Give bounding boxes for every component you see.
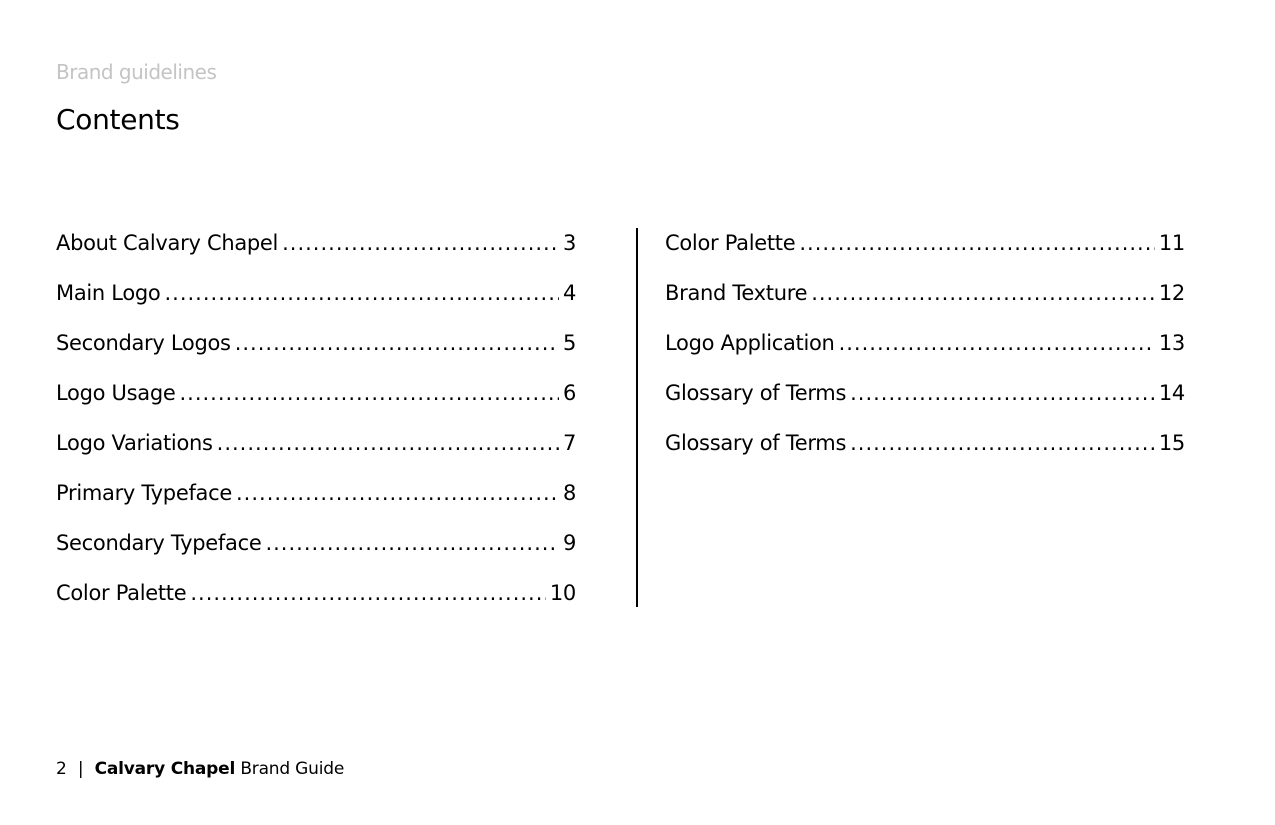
footer-page-number: 2 <box>56 759 67 779</box>
toc-entry-label: Brand Texture <box>665 281 808 305</box>
toc-entry[interactable] <box>56 278 576 328</box>
toc-entry-label: Main Logo <box>56 281 161 305</box>
toc-entry-page: 11 <box>1158 231 1185 255</box>
toc-entry-label: Primary Typeface <box>56 481 232 505</box>
toc-entry-label: Secondary Logos <box>56 331 231 355</box>
dot-leader <box>179 378 558 408</box>
footer-brand-name: Calvary Chapel <box>94 759 236 779</box>
toc-entry-page: 13 <box>1158 331 1185 355</box>
toc-entry[interactable] <box>56 428 576 478</box>
toc-entry[interactable] <box>56 378 576 428</box>
dot-leader <box>850 428 1155 458</box>
dot-leader <box>235 328 559 358</box>
toc-entry-label: Glossary of Terms <box>665 381 847 405</box>
toc-entry[interactable] <box>665 328 1185 378</box>
toc-entry-page: 8 <box>562 481 576 505</box>
dot-leader <box>282 228 559 258</box>
dot-leader <box>811 278 1155 308</box>
dot-leader <box>839 328 1155 358</box>
eyebrow-label: Brand guidelines <box>56 60 217 84</box>
dot-leader <box>799 228 1155 258</box>
toc-entry-page: 14 <box>1158 381 1185 405</box>
toc-entry-label: Logo Application <box>665 331 835 355</box>
toc-entry-label: Logo Variations <box>56 431 213 455</box>
page-title: Contents <box>56 103 180 136</box>
toc-entry-page: 5 <box>562 331 576 355</box>
toc-left-column <box>56 228 576 628</box>
toc-entry[interactable] <box>56 528 576 578</box>
toc-entry[interactable] <box>56 328 576 378</box>
toc-entry[interactable] <box>665 228 1185 278</box>
toc-entry-page: 6 <box>562 381 576 405</box>
dot-leader <box>265 528 558 558</box>
toc-entry[interactable] <box>56 578 576 628</box>
page-footer <box>56 756 344 782</box>
dot-leader <box>190 578 546 608</box>
toc-entry-label: Color Palette <box>665 231 796 255</box>
toc-entry-label: Color Palette <box>56 581 187 605</box>
dot-leader <box>850 378 1155 408</box>
toc-entry-page: 9 <box>562 531 576 555</box>
toc-entry-page: 7 <box>562 431 576 455</box>
toc-entry-page: 12 <box>1158 281 1185 305</box>
toc-entry-label: Logo Usage <box>56 381 176 405</box>
dot-leader <box>236 478 559 508</box>
footer-separator: | <box>77 759 84 779</box>
toc-entry-page: 15 <box>1158 431 1185 455</box>
toc-entry-page: 4 <box>562 281 576 305</box>
dot-leader <box>217 428 559 458</box>
toc-right-column <box>665 228 1185 478</box>
toc-entry-label: About Calvary Chapel <box>56 231 279 255</box>
toc-entry-page: 10 <box>549 581 576 605</box>
toc-entry-page: 3 <box>562 231 576 255</box>
toc-entry[interactable] <box>665 278 1185 328</box>
footer-doc-name: Brand Guide <box>240 759 345 779</box>
column-divider <box>636 228 638 607</box>
toc-entry[interactable] <box>665 428 1185 478</box>
toc-entry-label: Secondary Typeface <box>56 531 262 555</box>
dot-leader <box>164 278 558 308</box>
toc-entry-label: Glossary of Terms <box>665 431 847 455</box>
toc-entry[interactable] <box>665 378 1185 428</box>
toc-entry[interactable] <box>56 478 576 528</box>
toc-entry[interactable] <box>56 228 576 278</box>
